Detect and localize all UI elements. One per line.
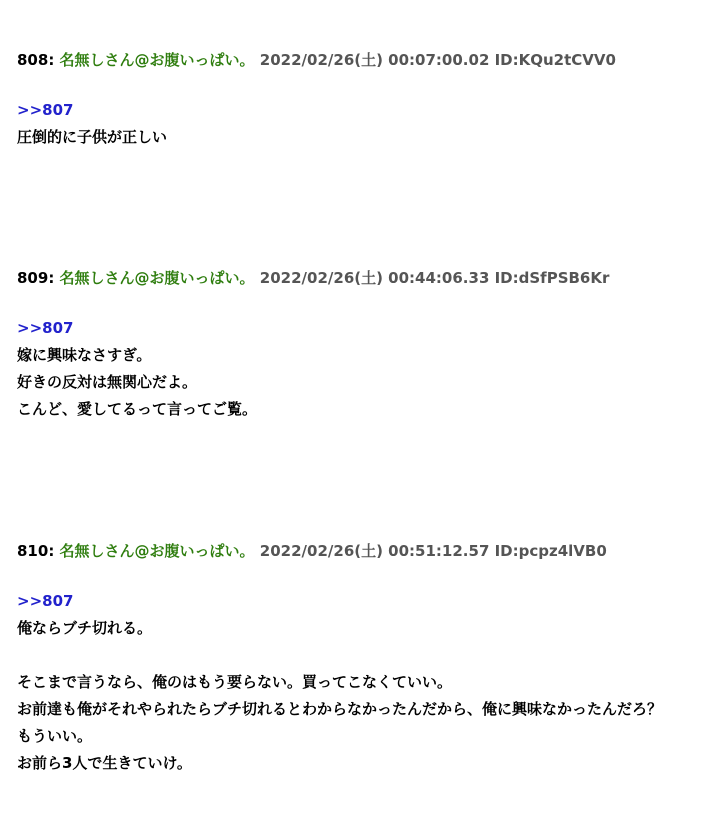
- post-number: 810: [17, 542, 49, 560]
- post-line: 嫁に興味なさすぎ。: [17, 346, 152, 364]
- post-header: 809: 名無しさん@お腹いっぱい。 2022/02/26(土) 00:44:06.33 ID:dSfPSB6Kr: [17, 269, 610, 287]
- post-line: こんど、愛してるって言ってご覧。: [17, 400, 258, 418]
- post-line: 好きの反対は無関心だよ。: [17, 373, 198, 391]
- post-meta: 2022/02/26(土) 00:44:06.33 ID:dSfPSB6Kr: [259, 269, 610, 287]
- post-number: 808: [17, 51, 49, 69]
- post-meta: 2022/02/26(土) 00:51:12.57 ID:pcpz4lVB0: [259, 542, 607, 560]
- post-body: [17, 97, 714, 151]
- post-810: [17, 541, 714, 777]
- poster-name[interactable]: 名無しさん@お腹いっぱい。: [59, 542, 255, 560]
- poster-name[interactable]: 名無しさん@お腹いっぱい。: [59, 269, 255, 287]
- post-number: 809: [17, 269, 49, 287]
- post-header: 808: 名無しさん@お腹いっぱい。 2022/02/26(土) 00:07:00.02 ID:KQu2tCVV0: [17, 51, 616, 69]
- blank-line: [17, 642, 714, 669]
- post-line: 俺ならブチ切れる。: [17, 619, 153, 637]
- poster-name[interactable]: 名無しさん@お腹いっぱい。: [59, 51, 255, 69]
- post-header: 810: 名無しさん@お腹いっぱい。 2022/02/26(土) 00:51:12.57 ID:pcpz4lVB0: [17, 542, 607, 560]
- post-809: [17, 268, 714, 423]
- post-808: [17, 50, 714, 151]
- post-line: もういい。: [17, 727, 93, 745]
- post-meta: 2022/02/26(土) 00:07:00.02 ID:KQu2tCVV0: [259, 51, 616, 69]
- reply-anchor-link[interactable]: >>807: [17, 592, 74, 610]
- post-line: お前ら3人で生きていけ。: [17, 754, 192, 772]
- post-body: [17, 315, 714, 423]
- post-line: 圧倒的に子供が正しい: [17, 128, 168, 146]
- reply-anchor-link[interactable]: >>807: [17, 101, 74, 119]
- post-body: [17, 588, 714, 777]
- post-line: そこまで言うなら、俺のはもう要らない。買ってこなくていい。: [17, 673, 453, 691]
- reply-anchor-link[interactable]: >>807: [17, 319, 74, 337]
- post-line: お前達も俺がそれやられたらブチ切れるとわからなかったんだから、俺に興味なかったんだろ？: [17, 700, 663, 718]
